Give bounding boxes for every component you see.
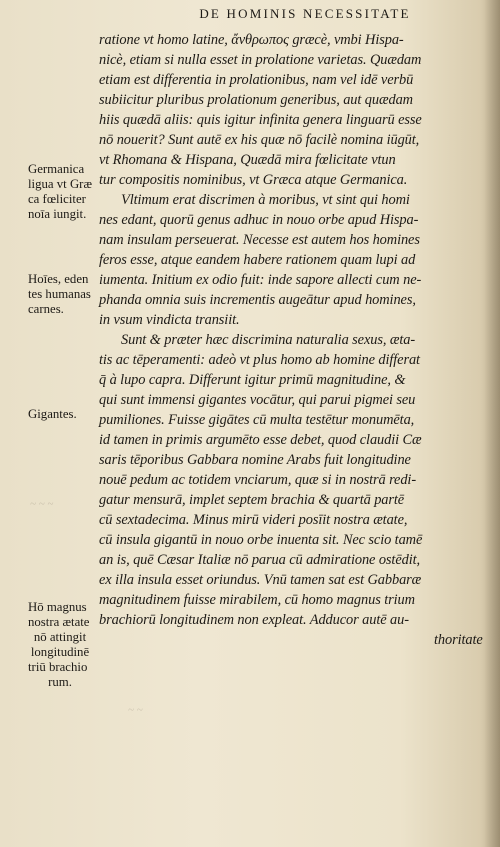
text-line: tur compositis nominibus, vt Græca atque Germanica. — [99, 172, 408, 188]
margin-note-line: ligua vt Græ — [28, 177, 92, 191]
text-line: an is, quē Cæsar Italiæ nō parua cū admiratione ostēdit, — [99, 552, 420, 568]
text-line: nouē pedum ac totidem vnciarum, quæ si in nostrā redi- — [99, 472, 417, 488]
text-line: Vltimum erat discrimen à moribus, vt sint qui homi — [121, 192, 410, 208]
margin-note-line: Germanica — [28, 162, 85, 176]
text-line: subiicitur pluribus prolationum generibus, aut quædam — [99, 92, 413, 108]
text-line: ratione vt homo latine, ἄνθρωπος græcè, vmbi Hispa- — [99, 32, 404, 48]
margin-note-germanica — [28, 162, 100, 222]
text-line: feros esse, atque eandem habere rationem quam lupi ad — [99, 252, 416, 268]
margin-note-homo-magnus — [28, 600, 100, 690]
text-line: vt Rhomana & Hispana, Quædā mira fœlicitate vtun — [99, 152, 396, 168]
text-line: nō nouerit? Sunt autē ex his quæ nō facilè nomina iūgūt, — [99, 132, 420, 148]
margin-note-line: nō attingit — [33, 630, 87, 644]
bleed-through-mark: ~ ~ — [128, 704, 143, 716]
text-line: etiam est differentia in prolationibus, nam vel idē verbū — [99, 72, 414, 88]
text-line: Sunt & præter hæc discrimina naturalia sexus, æta- — [121, 332, 416, 348]
margin-note-line: Hoīes, eden — [28, 272, 89, 286]
text-line: magnitudinem fuisse mirabilem, cū homo magnus trium — [99, 592, 415, 608]
text-line: ex illa insula esset oriundus. Vnū tamen sat est Gabbaræ — [99, 572, 422, 588]
text-line: cū insula gigantū in nouo orbe inuenta sit. Nec scio tamē — [99, 532, 423, 548]
margin-note-line: longitudinē — [30, 645, 90, 659]
text-line: nam insulam perseuerat. Necesse est autem hos homines — [99, 232, 420, 248]
text-line: iumenta. Initium ex odio fuit: inde sapore allecti cum ne- — [99, 272, 422, 288]
margin-note-line: carnes. — [28, 302, 64, 316]
text-line: id tamen in primis argumēto esse debet, quod claudii Cæ — [99, 432, 422, 448]
text-line: brachiorū longitudinem non expleat. Adducor autē au- — [99, 612, 409, 628]
text-line: phanda omnia suis incrementis augeātur apud homines, — [99, 292, 416, 308]
text-line: hiis quædā aliis: quis igitur infinita genera linguarū esse — [99, 112, 422, 128]
margin-note-line: Hō magnus — [28, 600, 87, 614]
text-line: pumiliones. Fuisse gigātes cū multa testētur monumēta, — [99, 412, 415, 428]
text-line: cū sextadecima. Minus mirū videri posīit nostra ætate, — [99, 512, 408, 528]
margin-note-line: rum. — [48, 675, 72, 689]
text-line: saris tēporibus Gabbara nomine Arabs fuit longitudine — [99, 452, 411, 468]
text-line: qui sunt immensi gigantes vocātur, qui parui pigmei seu — [99, 392, 416, 408]
margin-note-line: nostra ætate — [28, 615, 90, 629]
margin-note-gigantes — [28, 407, 100, 422]
text-line: in vsum vindicta transiit. — [99, 312, 240, 328]
margin-note-line: tes humanas — [28, 287, 91, 301]
page-edge-shadow — [484, 0, 500, 847]
margin-note-hoies — [28, 272, 100, 317]
text-line: thoritate — [434, 632, 483, 648]
margin-note-line: ca fœliciter — [28, 192, 86, 206]
margin-note-line: noīa iungit. — [28, 207, 87, 221]
bleed-through-mark: ~ ~ ~ — [30, 498, 54, 510]
text-line: tis ac tēperamenti: adeò vt plus homo ab homine differat — [99, 352, 420, 368]
margin-note-line: triū brachio — [28, 660, 88, 674]
text-line: q̄ à lupo capra. Differunt igitur primū magnitudine, & — [99, 372, 406, 388]
text-line: gatur mensurā, implet septem brachia & quartā partē — [99, 492, 405, 508]
margin-note-line: Gigantes. — [28, 407, 77, 421]
text-line: nes edant, quorū genus adhuc in nouo orbe apud Hispa- — [99, 212, 419, 228]
text-line: nicè, etiam si nulla esset in prolatione varietas. Quædam — [99, 52, 422, 68]
running-head: DE HOMINIS NECESSITATE — [199, 6, 411, 21]
